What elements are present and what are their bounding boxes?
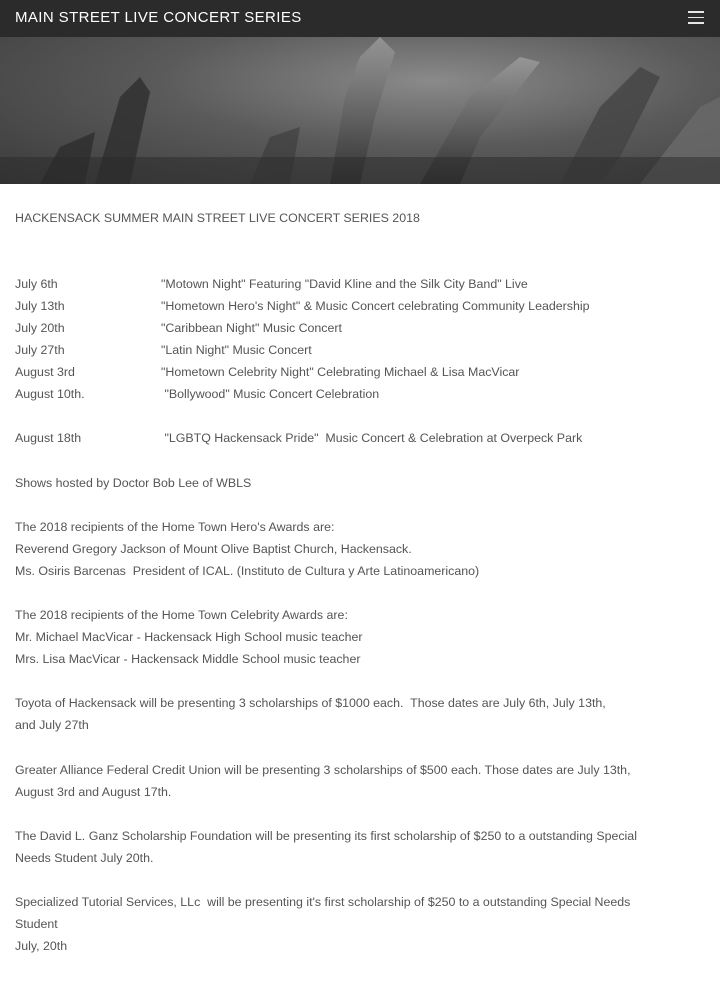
schedule-row — [15, 295, 695, 317]
main-content — [15, 207, 695, 957]
schedule-date: July 27th — [15, 343, 65, 357]
schedule-date: August 3rd — [15, 365, 75, 379]
celebrity-recipient: Mr. Michael MacVicar - Hackensack High School music teacher — [15, 630, 363, 644]
host-info: Shows hosted by Doctor Bob Lee of WBLS — [15, 476, 252, 490]
schedule-date: July 20th — [15, 321, 65, 335]
tutorial-scholarship-date: July, 20th — [15, 939, 68, 953]
alliance-scholarship-text-cont: August 3rd and August 17th. — [15, 785, 172, 799]
ganz-scholarship-text-cont: Needs Student July 20th. — [15, 851, 154, 865]
schedule-date: August 10th. — [15, 387, 85, 401]
schedule-event: "Bollywood" Music Concert Celebration — [161, 387, 380, 401]
site-title-link[interactable]: MAIN STREET LIVE CONCERT SERIES — [15, 9, 302, 26]
toyota-scholarship-text: Toyota of Hackensack will be presenting 3 scholarships of $1000 each. Those dates are July 6th, July 13th, — [15, 696, 606, 710]
concert-schedule — [15, 273, 695, 449]
tutorial-scholarship-text: Specialized Tutorial Services, LLc will be presenting it's first scholarship of $250 to a outstanding Special Needs — [15, 895, 631, 909]
schedule-row — [15, 273, 695, 295]
schedule-row — [15, 339, 695, 361]
hero-recipient: Ms. Osiris Barcenas President of ICAL. (Instituto de Cultura y Arte Latinoamericano) — [15, 564, 480, 578]
schedule-date: July 13th — [15, 299, 65, 313]
schedule-event: "Motown Night" Featuring "David Kline and the Silk City Band" Live — [161, 277, 528, 291]
hero-recipient: Reverend Gregory Jackson of Mount Olive Baptist Church, Hackensack. — [15, 542, 412, 556]
schedule-event: "Latin Night" Music Concert — [161, 343, 312, 357]
schedule-date: August 18th — [15, 431, 82, 445]
schedule-row — [15, 317, 695, 339]
toyota-scholarship-text-cont: and July 27th — [15, 718, 89, 732]
schedule-event: "LGBTQ Hackensack Pride" Music Concert & Celebration at Overpeck Park — [161, 431, 583, 445]
tutorial-scholarship-text-cont: Student — [15, 917, 58, 931]
celebrity-heading: The 2018 recipients of the Home Town Celebrity Awards are: — [15, 608, 348, 622]
schedule-date: July 6th — [15, 277, 58, 291]
ganz-scholarship-text: The David L. Ganz Scholarship Foundation will be presenting its first scholarship of $250 to a outstanding Special — [15, 829, 637, 843]
page-title: HACKENSACK SUMMER MAIN STREET LIVE CONCERT SERIES 2018 — [15, 211, 420, 225]
schedule-event: "Hometown Hero's Night" & Music Concert celebrating Community Leadership — [161, 299, 590, 313]
celebrity-recipient: Mrs. Lisa MacVicar - Hackensack Middle School music teacher — [15, 652, 361, 666]
hero-banner-image — [0, 37, 720, 184]
schedule-event: "Caribbean Night" Music Concert — [161, 321, 342, 335]
schedule-row — [15, 427, 695, 449]
top-navigation-bar — [0, 0, 720, 37]
alliance-scholarship-text: Greater Alliance Federal Credit Union will be presenting 3 scholarships of $500 each. Those dates are July 13th, — [15, 763, 631, 777]
hamburger-menu-icon[interactable] — [688, 11, 704, 25]
schedule-row — [15, 383, 695, 405]
schedule-row — [15, 361, 695, 383]
schedule-event: "Hometown Celebrity Night" Celebrating Michael & Lisa MacVicar — [161, 365, 520, 379]
heroes-heading: The 2018 recipients of the Home Town Hero's Awards are: — [15, 520, 335, 534]
